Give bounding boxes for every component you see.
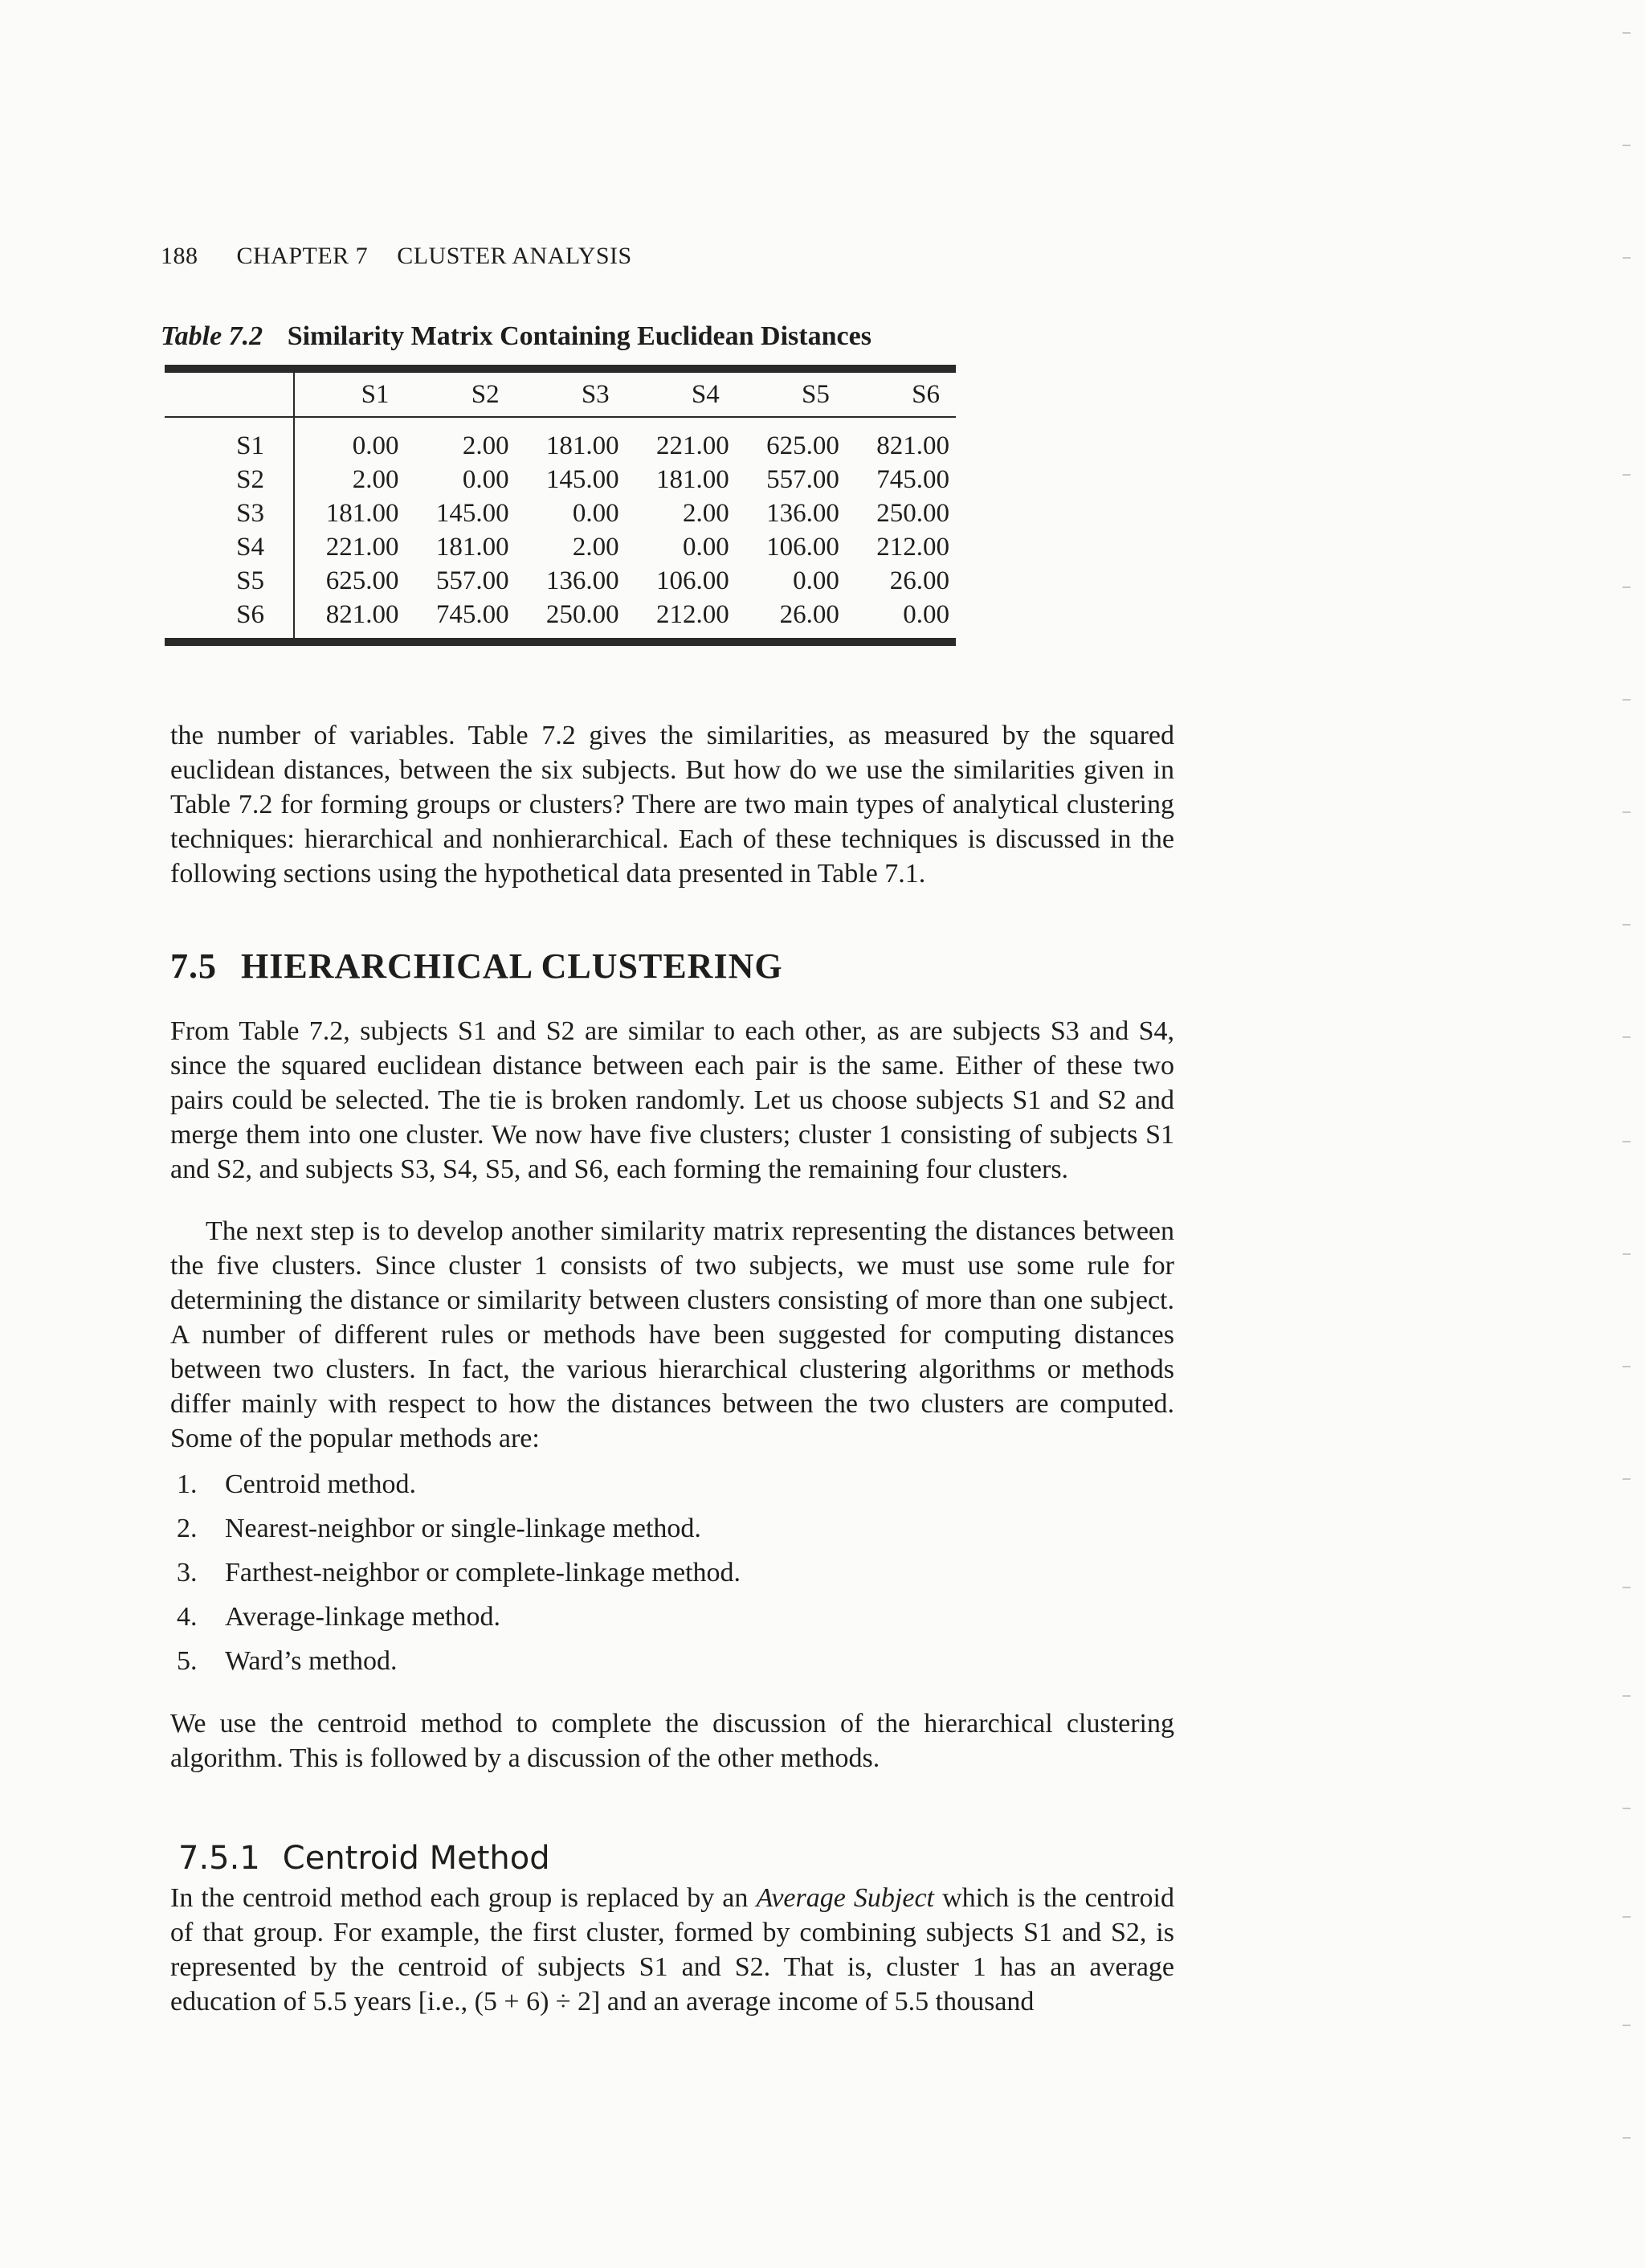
table-cell: 557.00	[766, 465, 839, 494]
paragraph-text: which is the centroid of that group. For example, the first cluster, formed by combining subjects S1 and S2, is represented by the centroid of subjects S1 and S2. That is, cluster 1 has an average education of 5.5 years [i.e., (5 + 6) ÷ 2] and an average income of 5.5 thousand	[170, 1883, 1174, 2017]
scan-edge-mark	[1623, 1916, 1631, 1918]
scan-edge-mark	[1623, 257, 1631, 259]
row-header: S4	[165, 530, 294, 564]
table-cell: 0.00	[903, 600, 949, 629]
row-header: S3	[165, 497, 294, 530]
chapter-label: CHAPTER 7	[236, 243, 369, 269]
table-corner-cell	[165, 373, 294, 417]
table-cell: 0.00	[793, 566, 839, 595]
list-number: 1.	[177, 1469, 198, 1499]
similarity-table-block	[165, 365, 956, 646]
column-header: S4	[691, 380, 720, 409]
paragraph-text: In the centroid method each group is replaced by an	[170, 1883, 757, 1913]
table-cell: 0.00	[462, 465, 509, 494]
scan-edge-mark	[1623, 924, 1631, 926]
table-row	[165, 463, 956, 497]
similarity-matrix-table	[165, 373, 956, 638]
table-bottom-rule	[165, 638, 956, 646]
table-cell: 221.00	[656, 431, 729, 460]
list-item	[177, 1506, 741, 1551]
table-row	[165, 497, 956, 530]
column-header: S5	[802, 380, 830, 409]
table-cell: 181.00	[325, 499, 399, 528]
table-cell: 136.00	[766, 499, 839, 528]
column-header: S2	[471, 380, 500, 409]
row-header: S1	[165, 417, 294, 463]
table-cell: 221.00	[325, 533, 399, 562]
column-header: S3	[581, 380, 610, 409]
list-number: 5.	[177, 1646, 198, 1676]
table-cell: 0.00	[572, 499, 619, 528]
scan-edge-mark	[1623, 1366, 1631, 1367]
paragraph-centroid-method	[170, 1881, 1174, 2019]
table-cell: 181.00	[656, 465, 729, 494]
subsection-number: 7.5.1	[178, 1840, 260, 1877]
table-cell: 26.00	[779, 600, 839, 629]
paragraph-next-step: The next step is to develop another similarity matrix representing the distances between the five clusters. Since cluster 1 consists of two subjects, we must use some rule for determining the distance or similarity between clusters consisting of more than one subject. A number of different rules or methods have been suggested for computing distances between two clusters. In fact, the various hierarchical clustering algorithms or methods differ mainly with respect to how the distances between the two clusters are computed. Some of the popular methods are:	[170, 1216, 1174, 1453]
table-cell: 212.00	[656, 600, 729, 629]
paragraph-merge: From Table 7.2, subjects S1 and S2 are similar to each other, as are subjects S3 and S4, since the squared euclidean distance between each pair is the same. Either of these two pairs could be selected. The tie is broken randomly. Let us choose subjects S1 and S2 and merge them into one cluster. We now have five clusters; cluster 1 consisting of subjects S1 and S2, and subjects S3, S4, S5, and S6, each forming the remaining four clusters.	[170, 1016, 1174, 1184]
table-cell: 181.00	[545, 431, 619, 460]
table-cell: 2.00	[352, 465, 399, 494]
table-cell: 821.00	[876, 431, 949, 460]
table-cell: 136.00	[545, 566, 619, 595]
scan-edge-mark	[1623, 2137, 1631, 2139]
list-text: Nearest-neighbor or single-linkage method.	[225, 1514, 701, 1543]
scan-edge-mark	[1623, 1141, 1631, 1142]
table-cell: 212.00	[876, 533, 949, 562]
scan-edge-mark	[1623, 1808, 1631, 1809]
paragraph-centroid-intro: We use the centroid method to complete the discussion of the hierarchical clustering algorithm. This is followed by a discussion of the other methods.	[170, 1709, 1174, 1773]
list-text: Farthest-neighbor or complete-linkage method.	[225, 1558, 741, 1588]
section-heading	[170, 946, 783, 987]
row-header: S2	[165, 463, 294, 497]
section-number: 7.5	[170, 946, 217, 986]
table-cell: 145.00	[435, 499, 509, 528]
list-number: 4.	[177, 1602, 198, 1632]
emphasis-average-subject: Average Subject	[756, 1883, 934, 1913]
list-number: 2.	[177, 1514, 198, 1543]
scan-edge-mark	[1623, 1587, 1631, 1588]
table-top-rule	[165, 365, 956, 373]
table-caption	[161, 321, 871, 352]
table-cell: 145.00	[545, 465, 619, 494]
table-row	[165, 417, 956, 463]
list-item	[177, 1595, 741, 1639]
scan-edge-mark	[1623, 1695, 1631, 1697]
scan-edge-mark	[1623, 474, 1631, 476]
page-number: 188	[161, 243, 198, 269]
table-cell: 250.00	[545, 600, 619, 629]
table-cell: 745.00	[876, 465, 949, 494]
scan-edge-mark	[1623, 2025, 1631, 2026]
table-cell: 0.00	[683, 533, 729, 562]
table-row	[165, 530, 956, 564]
column-header: S1	[361, 380, 390, 409]
subsection-title: Centroid Method	[282, 1840, 550, 1877]
scan-edge-mark	[1623, 1036, 1631, 1038]
table-cell: 2.00	[683, 499, 729, 528]
table-cell: 2.00	[572, 533, 619, 562]
table-label: Table 7.2	[161, 321, 263, 351]
table-cell: 557.00	[435, 566, 509, 595]
list-text: Ward’s method.	[225, 1646, 398, 1676]
table-cell: 745.00	[435, 600, 509, 629]
scan-edge-mark	[1623, 32, 1631, 34]
table-cell: 625.00	[766, 431, 839, 460]
paragraph-intro: the number of variables. Table 7.2 gives the similarities, as measured by the squared euclidean distances, between the six subjects. But how do we use the similarities given in Table 7.2 for forming groups or clusters? There are two main types of analytical clustering techniques: hierarchical and nonhierarchical. Each of these techniques is discussed in the following sections using the hypothetical data presented in Table 7.1.	[170, 721, 1174, 889]
methods-list	[177, 1462, 741, 1683]
list-item	[177, 1639, 741, 1683]
scan-edge-mark	[1623, 1478, 1631, 1480]
table-cell: 250.00	[876, 499, 949, 528]
table-row	[165, 598, 956, 638]
list-text: Average-linkage method.	[225, 1602, 501, 1632]
table-cell: 106.00	[656, 566, 729, 595]
table-cell: 106.00	[766, 533, 839, 562]
list-number: 3.	[177, 1558, 198, 1588]
scan-edge-mark	[1623, 699, 1631, 701]
table-cell: 181.00	[435, 533, 509, 562]
chapter-title: CLUSTER ANALYSIS	[397, 243, 632, 269]
table-row	[165, 564, 956, 598]
table-cell: 625.00	[325, 566, 399, 595]
row-header: S5	[165, 564, 294, 598]
section-title: HIERARCHICAL CLUSTERING	[241, 946, 783, 986]
scan-edge-mark	[1623, 811, 1631, 813]
table-cell: 26.00	[889, 566, 949, 595]
column-header: S6	[912, 380, 940, 409]
table-header-row	[165, 373, 956, 417]
subsection-heading	[178, 1840, 550, 1877]
scan-edge-mark	[1623, 1253, 1631, 1255]
scan-edge-mark	[1623, 145, 1631, 146]
table-title: Similarity Matrix Containing Euclidean Distances	[287, 321, 871, 351]
table-cell: 0.00	[352, 431, 399, 460]
scan-edge-mark	[1623, 586, 1631, 588]
table-cell: 2.00	[462, 431, 509, 460]
list-item	[177, 1462, 741, 1506]
row-header: S6	[165, 598, 294, 638]
running-head	[161, 243, 632, 270]
list-text: Centroid method.	[225, 1469, 416, 1499]
list-item	[177, 1551, 741, 1595]
table-cell: 821.00	[325, 600, 399, 629]
